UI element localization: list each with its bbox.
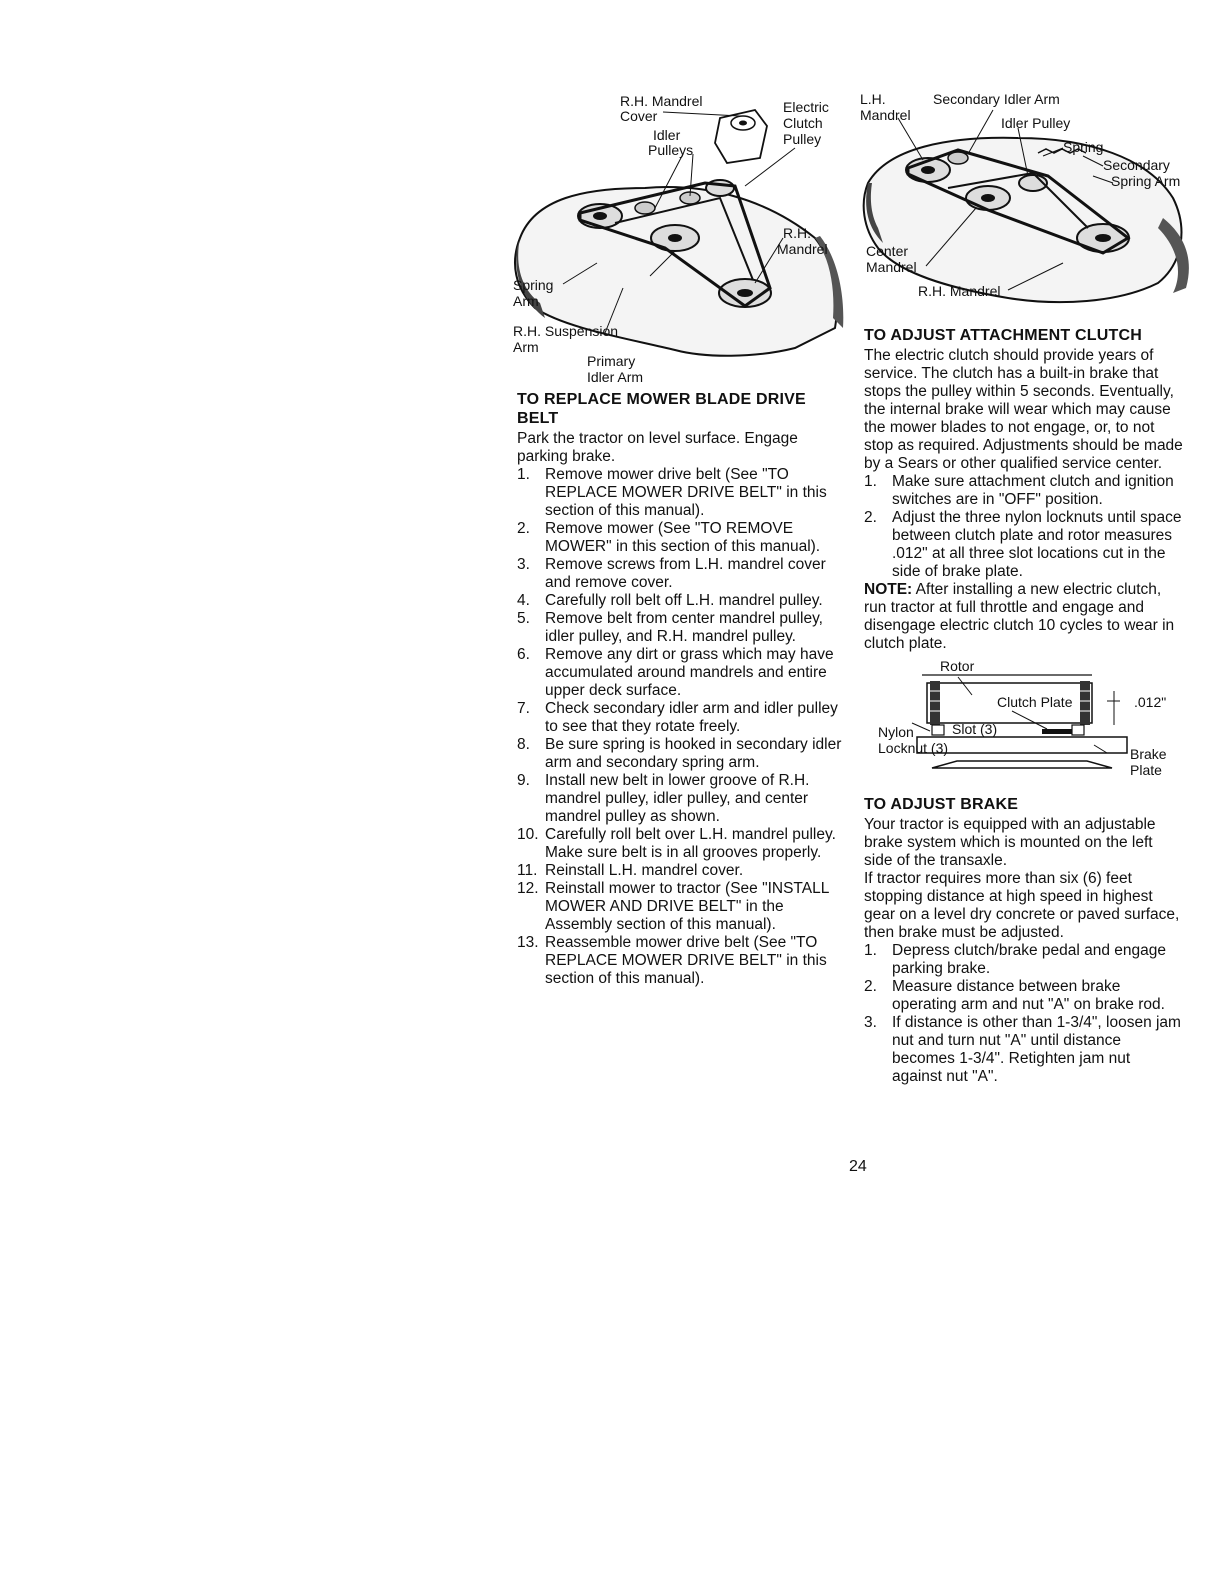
step-text: Remove any dirt or grass which may have accumulated around mandrels and entire upper deck surface. [545,646,834,699]
label-primary-idler: Primary [587,353,636,369]
label-lh-mandrel: L.H. [860,91,886,107]
label-lh-mandrel-2: Mandrel [860,107,911,123]
label-secondary-spring-arm: Secondary [1103,157,1170,173]
step-item [517,556,847,592]
step-item [517,466,847,520]
step-text: Remove belt from center mandrel pulley, idler pulley, and R.H. mandrel pulley. [545,610,823,645]
step-text: Remove mower (See "TO REMOVE MOWER" in this section of this manual). [545,520,821,555]
step-text: Make sure attachment clutch and ignition switches are in "OFF" position. [892,473,1174,508]
step-item [517,610,847,646]
mower-deck-diagram-right [858,88,1193,313]
step-number: 12. [517,880,539,897]
step-text: Carefully roll belt off L.H. mandrel pulley. [545,592,823,609]
step-number: 11. [517,862,538,879]
label-rh-mandrel-cover: R.H. Mandrel [620,93,703,109]
step-text: Reassemble mower drive belt (See "TO REPLACE MOWER DRIVE BELT" in this section of this manual). [545,934,827,987]
label-idler-pulleys-2: Pulleys [648,142,694,158]
step-text: Depress clutch/brake pedal and engage parking brake. [892,942,1167,977]
step-number: 8. [517,736,530,753]
step-number: 9. [517,772,530,789]
step-text: Check secondary idler arm and idler pulley to see that they rotate freely. [545,700,838,735]
step-number: 13. [517,934,539,951]
label-rh-suspension: R.H. Suspension [513,323,619,339]
step-text: Measure distance between brake operating arm and nut "A" on brake rod. [892,978,1165,1013]
label-spring: Spring [1063,139,1104,155]
label-brake-plate: Brake [1130,746,1167,762]
step-number: 10. [517,826,539,843]
step-text: Be sure spring is hooked in secondary idler arm and secondary spring arm. [545,736,842,771]
label-slot: Slot (3) [952,721,998,737]
adjust-clutch-steps [864,473,1184,581]
step-item [864,473,1184,509]
label-idler-pulley: Idler Pulley [1001,115,1071,131]
step-item [517,862,847,880]
label-spring-arm-2: Arm [513,293,539,309]
label-electric-clutch-2: Clutch [783,115,823,131]
replace-belt-intro: Park the tractor on level surface. Engage parking brake. [517,430,798,465]
label-clutch-plate: Clutch Plate [997,694,1073,710]
step-number: 3. [517,556,530,573]
step-number: 1. [517,466,530,483]
step-item [517,646,847,700]
mower-deck-diagram-left [505,88,850,388]
step-item [517,520,847,556]
step-item [517,592,847,610]
label-rotor: Rotor [940,661,975,674]
step-item [517,880,847,934]
step-number: 2. [864,509,877,526]
step-text: Remove mower drive belt (See "TO REPLACE MOWER DRIVE BELT" in this section of this manual). [545,466,827,519]
step-text: Reinstall mower to tractor (See "INSTALL MOWER AND DRIVE BELT" in the Assembly section of this manual). [545,880,829,933]
step-item [864,978,1184,1014]
adjust-brake-intro-1: Your tractor is equipped with an adjustable brake system which is mounted on the left side of the transaxle. [864,816,1156,869]
label-electric-clutch-3: Pulley [783,131,822,147]
step-number: 1. [864,942,877,959]
label-secondary-idler-arm: Secondary Idler Arm [933,91,1060,107]
label-locknut: Locknut (3) [878,740,949,756]
note-label: NOTE: [864,581,913,598]
label-rh-suspension-2: Arm [513,339,539,355]
label-idler-pulleys: Idler [653,127,681,143]
step-item [517,772,847,826]
replace-belt-steps [517,466,847,988]
adjust-brake-intro-2: If tractor requires more than six (6) feet stopping distance at high speed in highest gear on a level dry concrete or paved surface, then brake must be adjusted. [864,870,1180,941]
step-item [517,826,847,862]
step-text: If distance is other than 1-3/4", loosen jam nut and turn nut "A" until distance becomes 1-3/4". Retighten jam nut against nut "A". [892,1014,1181,1085]
label-secondary-spring-arm-2: Spring Arm [1111,173,1181,189]
adjust-clutch-heading: TO ADJUST ATTACHMENT CLUTCH [864,327,1142,344]
label-rh-mandrel: R.H. Mandrel [918,283,1001,299]
step-number: 7. [517,700,530,717]
step-number: 1. [864,473,877,490]
label-rh-mandrel: R.H. [783,225,811,241]
step-text: Install new belt in lower groove of R.H. mandrel pulley, idler pulley, and center mandrel pulley as shown. [545,772,810,825]
label-rh-mandrel-2: Mandrel [777,241,828,257]
step-number: 5. [517,610,530,627]
left-column [517,390,847,988]
note-text: After installing a new electric clutch, run tractor at full throttle and engage and disengage electric clutch 10 cycles to wear in clutch plate. [864,581,1175,652]
adjust-brake-heading: TO ADJUST BRAKE [864,796,1019,813]
step-number: 6. [517,646,530,663]
label-rh-mandrel-cover-2: Cover [620,108,658,124]
step-number: 4. [517,592,530,609]
step-item [517,934,847,988]
step-text: Adjust the three nylon locknuts until space between clutch plate and rotor measures .012" at all three slot locations cut in the side of brake plate. [892,509,1182,580]
label-center-mandrel: Center [866,243,909,259]
step-item [864,509,1184,581]
step-text: Reinstall L.H. mandrel cover. [545,862,744,879]
replace-belt-heading: TO REPLACE MOWER BLADE DRIVE BELT [517,391,806,427]
adjust-clutch-intro: The electric clutch should provide years of service. The clutch has a built-in brake that stops the pulley within 5 seconds. Eventually, the internal brake will wear which may cause the mower blades to not engage, or, to not stop as required. Adjustments should be made by a Sears or other qualified service center. [864,347,1183,472]
step-item [864,942,1184,978]
label-nylon: Nylon [878,724,914,740]
label-brake-plate-2: Plate [1130,762,1162,776]
step-number: 2. [517,520,530,537]
note-paragraph [864,581,1184,653]
adjust-brake-steps [864,942,1184,1086]
page-number: 24 [849,1158,867,1175]
label-gap-measure: .012" [1134,694,1167,710]
label-electric-clutch: Electric [783,99,829,115]
label-primary-idler-2: Idler Arm [587,369,644,385]
step-text: Remove screws from L.H. mandrel cover and remove cover. [545,556,826,591]
label-center-mandrel-2: Mandrel [866,259,917,275]
step-text: Carefully roll belt over L.H. mandrel pulley. Make sure belt is in all grooves properly. [545,826,836,861]
step-item [864,1014,1184,1086]
step-number: 2. [864,978,877,995]
clutch-plate-diagram [872,661,1184,781]
label-spring-arm: Spring [513,277,554,293]
right-column [864,326,1184,1086]
step-item [517,736,847,772]
step-number: 3. [864,1014,877,1031]
step-item [517,700,847,736]
